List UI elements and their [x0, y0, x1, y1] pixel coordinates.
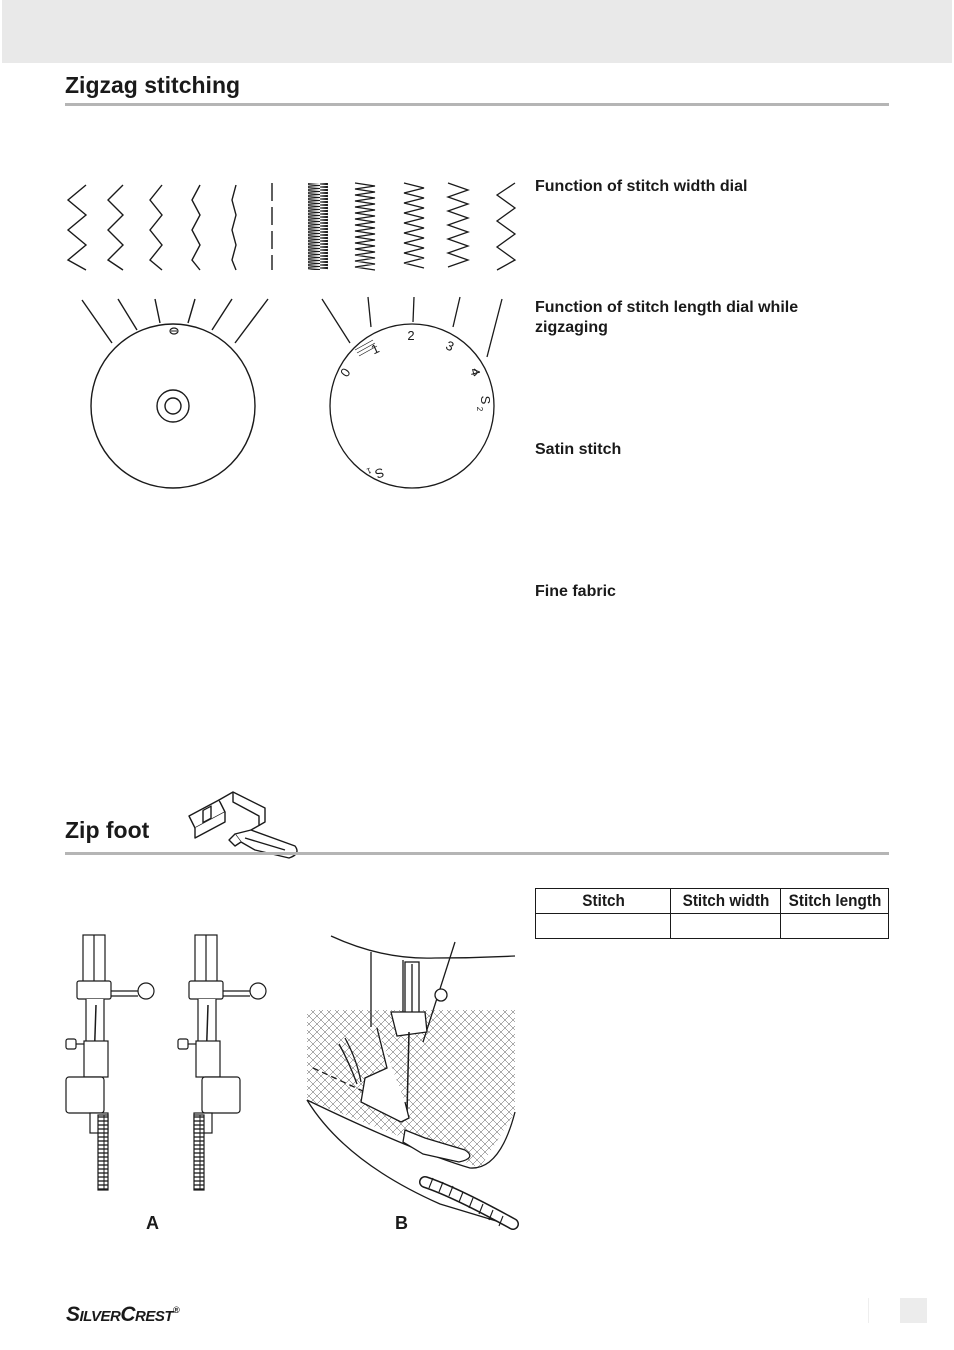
- zip-foot-settings-table: [535, 888, 889, 939]
- zip-foot-left-assembly: [66, 935, 154, 1190]
- width-dial-heading: Function of stitch width dial: [535, 178, 748, 195]
- zigzag-sample-medium: [150, 185, 162, 270]
- footer-separator: [868, 1298, 869, 1323]
- header-band: [2, 0, 952, 63]
- satin-sample-medium: [404, 183, 424, 268]
- width-dial-pointer-lines: [82, 299, 268, 343]
- figure-label-a: A: [146, 1213, 159, 1233]
- length-mark-s2: S: [478, 395, 493, 405]
- satin-sample-widest-spacing: [497, 183, 515, 270]
- zip-foot-title-rule: [65, 852, 889, 855]
- length-mark-s1-subscript: 1: [365, 465, 373, 476]
- length-mark-0: 0: [337, 365, 354, 380]
- fine-fabric-heading: Fine fabric: [535, 583, 616, 600]
- zip-foot-right-assembly: [178, 935, 266, 1190]
- page-number-box: [900, 1298, 927, 1323]
- width-dial-hub-outer: [157, 390, 189, 422]
- zip-foot-title: Zip foot: [65, 817, 150, 843]
- length-mark-3: 3: [443, 337, 457, 355]
- satin-sample-dense: [355, 183, 375, 270]
- zigzag-title-rule: [65, 103, 889, 106]
- zigzag-sample-wide: [108, 185, 123, 270]
- width-dial-index-mark: [170, 328, 178, 334]
- zigzag-sample-narrow: [192, 185, 200, 270]
- stitch-width-figure: [60, 175, 280, 495]
- length-dial: [330, 324, 494, 488]
- satin-sample-densest: [308, 183, 328, 270]
- satin-sample-open: [448, 183, 468, 267]
- table-row: [536, 914, 889, 939]
- zip-foot-icon: [185, 788, 303, 860]
- length-dial-pointer-lines: [322, 297, 502, 357]
- table-header-row: [536, 889, 889, 914]
- zigzag-sample-widest: [68, 185, 86, 270]
- silvercrest-logo: SILVERCREST®: [66, 1303, 180, 1326]
- stitch-length-figure: [300, 175, 530, 495]
- zigzag-sample-narrowest: [232, 185, 236, 270]
- length-dial-heading: Function of stitch length dial while zigzaging: [535, 299, 799, 336]
- figure-label-b: B: [395, 1213, 408, 1233]
- table-header-stitch-width: Stitch width: [676, 889, 775, 914]
- zip-foot-position-figure-a: [60, 935, 280, 1195]
- machine-arm-outline: [331, 936, 515, 958]
- width-dial: [91, 324, 255, 488]
- length-mark-s2-subscript: 2: [475, 406, 484, 412]
- width-dial-hub-inner: [165, 398, 181, 414]
- zigzag-title: Zigzag stitching: [65, 72, 241, 98]
- satin-heading: Satin stitch: [535, 441, 622, 458]
- table-cell-stitch: [536, 914, 671, 939]
- table-cell-length: [781, 914, 889, 939]
- length-mark-s1: S: [372, 464, 387, 482]
- length-mark-2: 2: [407, 328, 415, 343]
- length-mark-1: 1: [368, 340, 382, 358]
- table-cell-width: [671, 914, 781, 939]
- table-header-stitch: Stitch: [542, 889, 664, 914]
- table-header-stitch-length: Stitch length: [786, 889, 883, 914]
- length-mark-4: 4: [467, 366, 484, 378]
- thread-tension-knob: [435, 989, 447, 1001]
- zip-foot-cording-figure-b: [305, 932, 520, 1232]
